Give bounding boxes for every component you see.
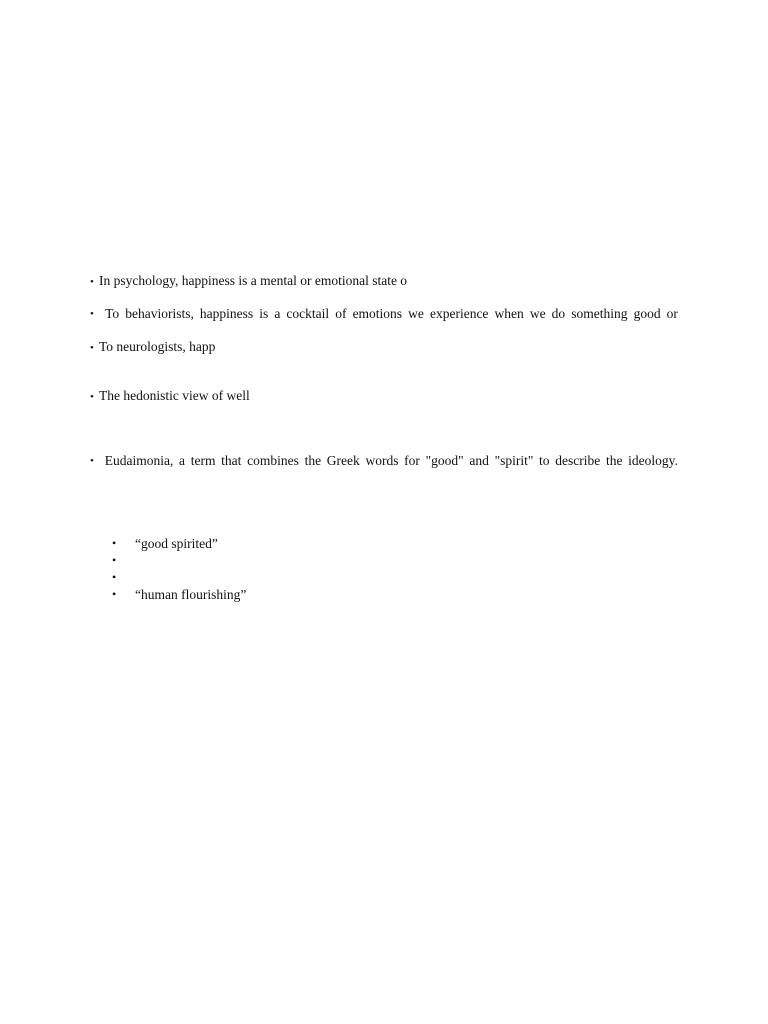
word: something	[571, 306, 628, 321]
paragraph-text: The hedonistic view of well	[99, 388, 250, 403]
word: a	[274, 306, 281, 321]
list-item-text: “human flourishing”	[135, 587, 247, 602]
word: we	[529, 306, 546, 321]
list-item	[112, 552, 246, 569]
word: good	[633, 306, 661, 321]
word: cocktail	[286, 306, 330, 321]
bullet-marker: •	[112, 587, 117, 601]
word: ideology.	[628, 453, 678, 468]
word: to	[539, 453, 550, 468]
paragraph-eudaimonia	[90, 453, 678, 469]
word: or	[666, 306, 678, 321]
list-item	[112, 535, 246, 552]
bullet-marker: •	[90, 391, 94, 403]
word: we	[408, 306, 424, 321]
word: behaviorists,	[125, 306, 194, 321]
word: and	[469, 453, 489, 468]
paragraph-behaviorists	[90, 306, 678, 322]
paragraph-text: In psychology, happiness is a mental or emotional state o	[99, 273, 408, 288]
word: is	[259, 306, 269, 321]
word: "good"	[425, 453, 464, 468]
word: Greek	[326, 453, 360, 468]
bullet-marker: •	[112, 536, 117, 550]
word: a	[179, 453, 186, 468]
word: Eudaimonia,	[104, 453, 174, 468]
word: happiness	[199, 306, 254, 321]
word: do	[551, 306, 566, 321]
list-item	[112, 586, 246, 603]
paragraph-text: To neurologists, happ	[99, 339, 216, 354]
word: words	[365, 453, 399, 468]
paragraph-neurologists	[90, 339, 678, 356]
paragraph-psychology	[90, 273, 678, 290]
bullet-marker: •	[112, 570, 117, 584]
bullet-marker: •	[90, 455, 94, 467]
word: term	[190, 453, 216, 468]
word: for	[404, 453, 420, 468]
list-item	[112, 569, 246, 586]
list-item-text: “good spirited”	[135, 536, 218, 551]
word: experience	[429, 306, 489, 321]
bullet-marker: •	[90, 342, 94, 354]
bullet-marker: •	[112, 553, 117, 567]
paragraph-hedonistic	[90, 388, 678, 405]
bullet-marker: •	[90, 276, 94, 288]
word: the	[605, 453, 623, 468]
eudaimonia-translations-list	[112, 535, 246, 603]
word: of	[335, 306, 347, 321]
word: combines	[247, 453, 299, 468]
word: describe	[555, 453, 601, 468]
word: that	[221, 453, 242, 468]
word: when	[494, 306, 524, 321]
word: "spirit"	[494, 453, 534, 468]
word: the	[304, 453, 322, 468]
bullet-marker: •	[90, 308, 94, 320]
word: To	[105, 306, 120, 321]
word: emotions	[352, 306, 403, 321]
